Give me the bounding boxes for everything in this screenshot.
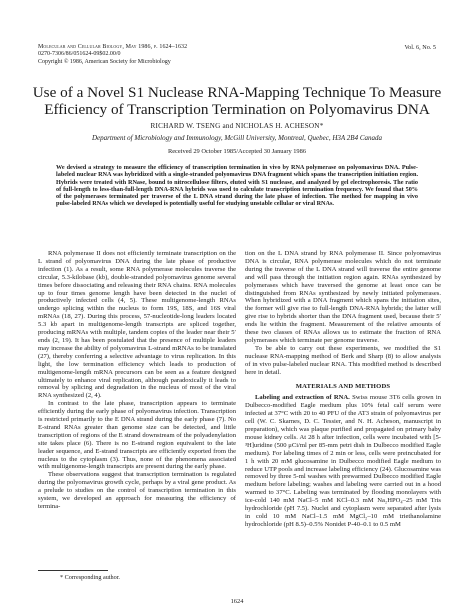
page-number: 1624 bbox=[230, 598, 244, 605]
body-paragraph: To be able to carry out these experiments, we modified the S1 nuclease RNA-mapping method of Berk and Sharp (8) to allow analysis of in vivo pulse-labeled nuclear RNA. This modified method is described here in detail. bbox=[245, 344, 441, 376]
title-line-2: Efficiency of Transcription Termination on Polyomavirus DNA bbox=[44, 101, 430, 118]
received-dates: Received 29 October 1985/Accepted 30 January 1986 bbox=[167, 148, 307, 155]
paragraph-text: Swiss mouse 3T6 cells grown in Dulbecco-modified Eagle medium plus 10% fetal calf serum were infected at 37°C with 20 to 40 PFU of the AT3 strain of polyomavirus per cell (W. C. Skarnes, D. C. Tessier, and N. H. Acheson, manuscript in preparation), which was plaque purified and propagated on primary baby mouse kidney cells. At 28 h after infection, cells were incubated with [5-³H]uridine (500 μCi/ml per 85-mm petri dish in Dulbecco modified Eagle medium). For labeling times of 2 min or less, cells were preincubated for 1 h with 20 mM glucosamine in Dulbecco modified Eagle medium to reduce UTP pools and increase labeling efficiency (24). Glucosamine was removed by three 5-ml washes with prewarmed Dulbecco modified Eagle medium before labeling; washes and labeling were carried out in a hood warmed to 37°C. Labeling was terminated by flooding monolayers with ice-cold 140 mM NaCl–5 mM KCl–0.3 mM Na₂HPO₄–25 mM Tris hydrochloride (pH 7.5). Nuclei and cytoplasm were separated after lysis in cold 10 mM NaCl–1.5 mM MgCl₂–10 mM triethanolamine hydrochloride (pH 8.5)–0.5% Nonidet P-40–0.1 to 0.5 mM bbox=[245, 394, 441, 528]
abstract: We devised a strategy to measure the efficiency of transcription termination in vivo by RNA polymerase on polyomavirus DNA. Pulse-labeled nuclear RNA was hybridized with a single-stranded polyomavirus DNA fragment which spans the transcription initiation region. Hybrids were treated with RNase, bound to nitrocellulose filters, eluted with S1 nuclease, and analyzed by gel electrophoresis. The ratio of full-length to less-than-full-length DNA-RNA hybrids was used to calculate transcription termination frequency. We found that 50% of the polymerases terminated per traverse of the L DNA strand during the late phase of infection. The method for mapping in vivo pulse-labeled RNAs which we developed is potentially useful for studying unstable cellular or viral RNAs. bbox=[56, 164, 418, 208]
section-heading: MATERIALS AND METHODS bbox=[295, 382, 391, 390]
body-column-right bbox=[245, 250, 441, 529]
title-line-1: Use of a Novel S1 Nuclease RNA-Mapping Technique To Measure bbox=[32, 84, 442, 101]
body-paragraph bbox=[245, 394, 441, 528]
journal-citation: Molecular and Cellular Biology, May 1986, p. 1624–1632 bbox=[38, 44, 188, 50]
body-column-left bbox=[38, 250, 236, 511]
volume-label: Vol. 6, No. 5 bbox=[404, 44, 436, 51]
article-title bbox=[20, 84, 454, 118]
copyright-line: Copyright © 1986, American Society for Microbiology bbox=[38, 58, 171, 65]
run-in-heading: Labeling and extraction of RNA. bbox=[255, 394, 350, 402]
body-paragraph: RNA polymerase II does not efficiently terminate transcription on the L strand of polyomavirus DNA during the late phase of productive infection (1). As a result, some RNA polymerase molecules traverse the circular, 5.3-kilobase (kb), double-stranded polyomavirus genome several times before dissociating and releasing their RNA chains. RNA molecules up to four times genome length have been detected in the nuclei of productively infected cells (4, 5). These multigenome-length RNAs undergo splicing within the nucleus to form 19S, 18S, and 16S viral mRNAs (18, 27). During this process, 57-nucleotide-long leaders located 5.3 kb apart in multigenome-length transcripts are spliced together, producing mRNAs with multiple, tandem copies of the leader near their 5′ ends (2, 19). It has been postulated that the presence of multiple leaders may increase the ability of polyomavirus L-strand mRNAs to be translated (27), thereby conferring a selective advantage to virus replication. In this light, the low termination efficiency which leads to production of multigenome-length mRNA precursors can be seen as a feature designed ultimately to enhance viral replication, although paradoxically it leads to removal by splicing and degradation in the nucleus of most of the viral RNA synthesized (2, 4). bbox=[38, 250, 236, 400]
affiliation: Department of Microbiology and Immunology, McGill University, Montreal, Quebec, H3A 2B4 Canada bbox=[91, 134, 382, 142]
article-code: 0270-7306/86/051624-09$02.00/0 bbox=[38, 51, 121, 58]
author-list: RICHARD W. TSENG and NICHOLAS H. ACHESON* bbox=[150, 122, 324, 130]
body-paragraph: In contrast to the late phase, transcription appears to terminate efficiently during the early phase of polyomavirus infection. Transcription is restricted primarily to the E DNA strand during the early phase (7). No E-strand RNAs greater than genome size can be detected, and little transcription of regions of the E strand downstream of the polyadenylation site takes place (6). There is no E-strand region equivalent to the late leader sequence, and E-strand transcripts are efficiently exported from the nucleus to the cytoplasm (3). Thus, none of the phenomena associated with multigenome-length transcripts are present during the early phase. bbox=[38, 400, 236, 471]
body-paragraph: These observations suggest that transcription termination is regulated during the polyomavirus growth cycle, perhaps by a viral gene product. As a prelude to studies on the control of transcription termination in this system, we developed an approach for measuring the efficiency of termina- bbox=[38, 471, 236, 510]
footnote: * Corresponding author. bbox=[60, 574, 120, 581]
journal-header bbox=[38, 44, 187, 66]
footnote-rule bbox=[38, 570, 108, 571]
body-paragraph: tion on the L DNA strand by RNA polymerase II. Since polyomavirus DNA is circular, RNA polymerase molecules which do not terminate during the traverse of the L DNA strand will traverse the entire genome and will pass through the initiation region again. RNAs synthesized by polymerases which have traversed the genome at least once can be distinguished from RNAs synthesized by newly initiated polymerases. When hybridized with a DNA fragment which spans the initiation sites, the former will give rise to full-length DNA-RNA hybrids; the latter will give rise to hybrids shorter than the DNA fragment used, because their 5′ ends lie within the fragment. Measurement of the relative amounts of these two classes of RNAs allows us to estimate the fraction of RNA polymerases which terminate per genome traverse. bbox=[245, 250, 441, 344]
